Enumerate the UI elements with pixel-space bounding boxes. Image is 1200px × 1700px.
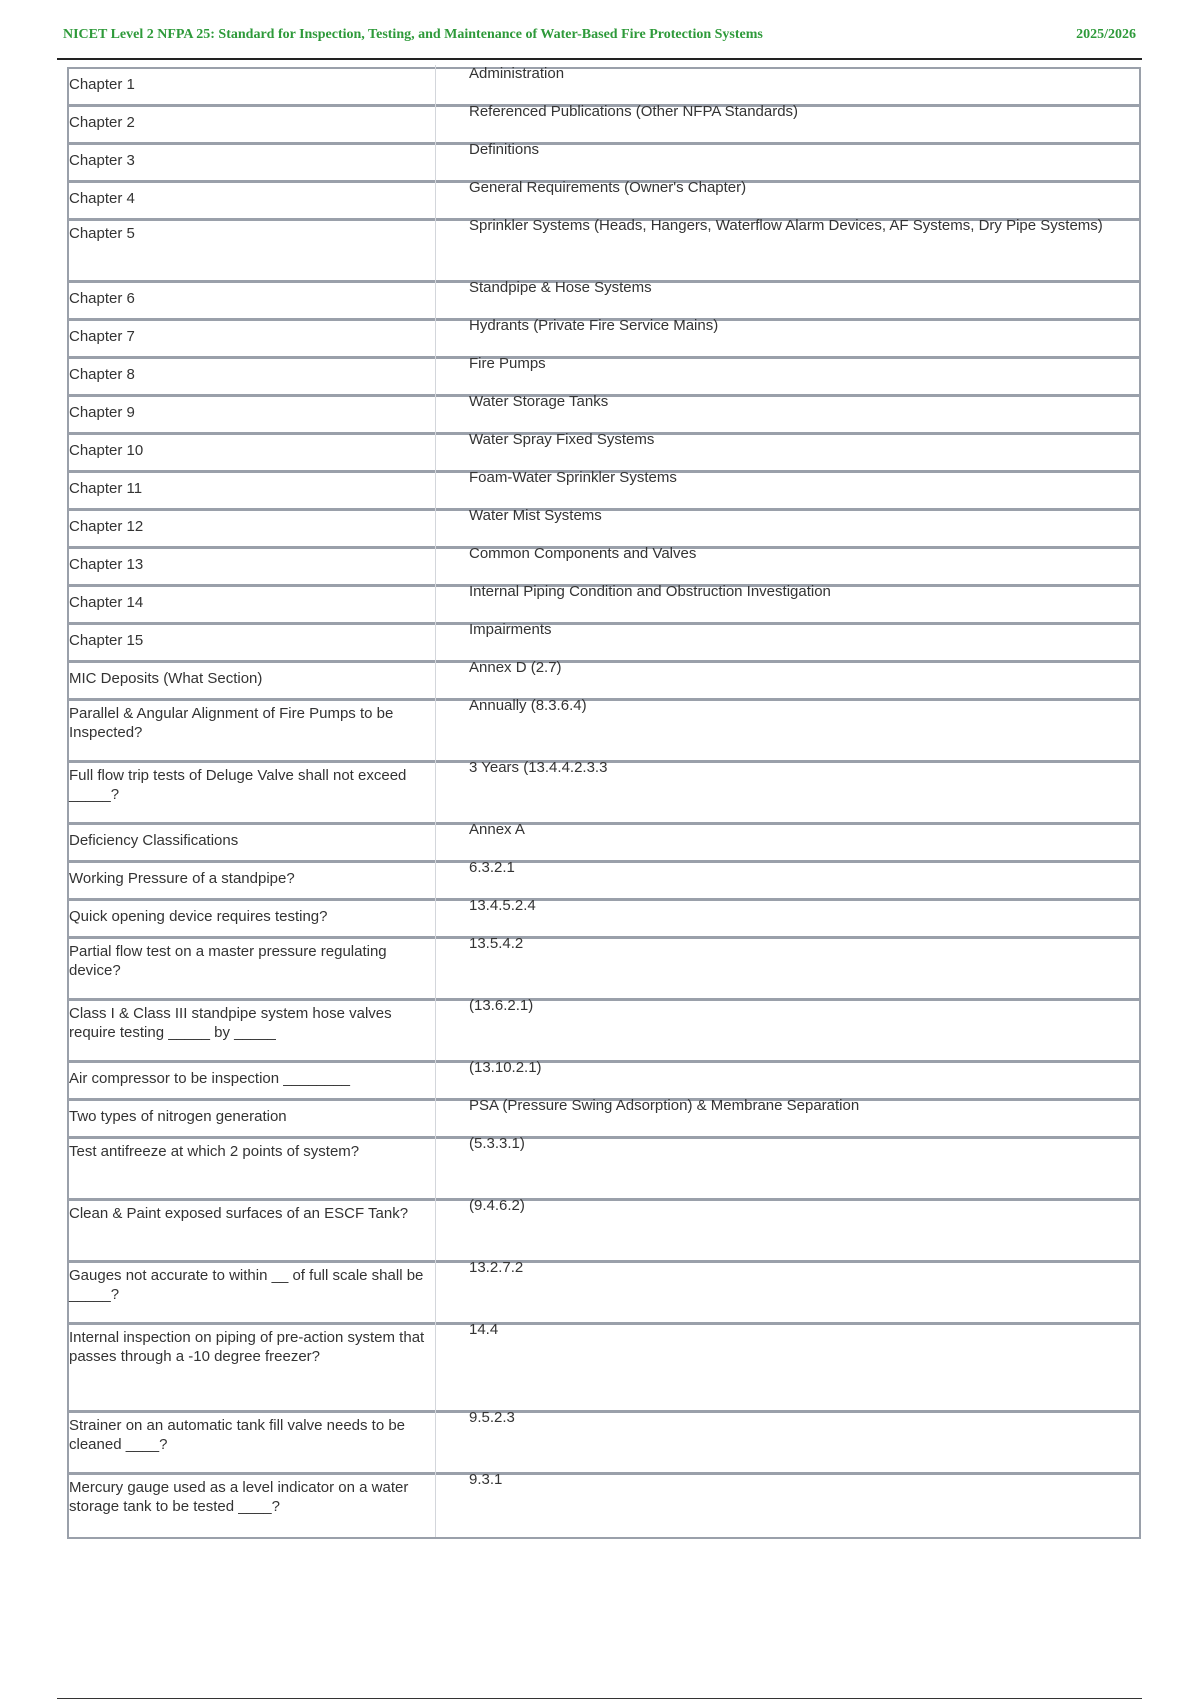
table-row bbox=[69, 897, 1139, 939]
question-cell: Parallel & Angular Alignment of Fire Pumps to be Inspected? bbox=[69, 705, 394, 741]
answer-cell: 3 Years (13.4.4.2.3.3 bbox=[435, 759, 1139, 822]
answer-cell: (13.6.2.1) bbox=[435, 997, 1139, 1060]
question-cell: Chapter 12 bbox=[69, 518, 144, 535]
question-cell: Internal inspection on piping of pre-action system that passes through a -10 degree freezer? bbox=[69, 1329, 425, 1365]
table-row bbox=[69, 1059, 1139, 1101]
question-cell: Working Pressure of a standpipe? bbox=[69, 870, 295, 887]
table-row bbox=[69, 997, 1139, 1063]
question-cell: Chapter 8 bbox=[69, 366, 135, 383]
question-cell: Clean & Paint exposed surfaces of an ESCF Tank? bbox=[69, 1205, 409, 1222]
page-header bbox=[57, 25, 1142, 60]
question-cell: Chapter 13 bbox=[69, 556, 144, 573]
table-row bbox=[69, 279, 1139, 321]
question-cell: MIC Deposits (What Section) bbox=[69, 670, 263, 687]
question-cell: Chapter 6 bbox=[69, 290, 135, 307]
table-row bbox=[69, 1197, 1139, 1263]
answer-cell: Definitions bbox=[435, 141, 1139, 180]
question-cell: Air compressor to be inspection ________ bbox=[69, 1070, 351, 1087]
question-cell: Chapter 5 bbox=[69, 225, 135, 242]
answer-cell: 13.5.4.2 bbox=[435, 935, 1139, 998]
answer-cell: Hydrants (Private Fire Service Mains) bbox=[435, 317, 1139, 356]
table-row bbox=[69, 1471, 1139, 1537]
table-row bbox=[69, 1259, 1139, 1325]
answer-cell: Water Storage Tanks bbox=[435, 393, 1139, 432]
answer-cell: Administration bbox=[435, 65, 1139, 104]
answer-cell: Common Components and Valves bbox=[435, 545, 1139, 584]
table-row bbox=[69, 393, 1139, 435]
question-cell: Chapter 11 bbox=[69, 480, 143, 497]
answer-cell: Sprinkler Systems (Heads, Hangers, Waterflow Alarm Devices, AF Systems, Dry Pipe Systems) bbox=[435, 217, 1139, 280]
answer-cell: Impairments bbox=[435, 621, 1139, 660]
answer-cell: Referenced Publications (Other NFPA Standards) bbox=[435, 103, 1139, 142]
answer-cell: 13.2.7.2 bbox=[435, 1259, 1139, 1322]
table-row bbox=[69, 1409, 1139, 1475]
answer-cell: General Requirements (Owner's Chapter) bbox=[435, 179, 1139, 218]
question-cell: Chapter 10 bbox=[69, 442, 144, 459]
answer-cell: Annex A bbox=[435, 821, 1139, 860]
footer-rule bbox=[57, 1698, 1142, 1699]
question-cell: Partial flow test on a master pressure regulating device? bbox=[69, 943, 387, 979]
question-cell: Test antifreeze at which 2 points of system? bbox=[69, 1143, 360, 1160]
question-cell: Chapter 9 bbox=[69, 404, 135, 421]
answer-cell: Foam-Water Sprinkler Systems bbox=[435, 469, 1139, 508]
answer-cell: 9.3.1 bbox=[435, 1471, 1139, 1537]
question-cell: Chapter 7 bbox=[69, 328, 135, 345]
table-row bbox=[69, 507, 1139, 549]
table-row bbox=[69, 935, 1139, 1001]
table-row bbox=[69, 659, 1139, 701]
table-row bbox=[69, 103, 1139, 145]
table-row bbox=[69, 317, 1139, 359]
question-cell: Chapter 15 bbox=[69, 632, 144, 649]
question-cell: Chapter 2 bbox=[69, 114, 135, 131]
table-row bbox=[69, 1097, 1139, 1139]
question-cell: Gauges not accurate to within __ of full scale shall be _____? bbox=[69, 1267, 424, 1303]
table-row bbox=[69, 431, 1139, 473]
table-row bbox=[69, 821, 1139, 863]
table-row bbox=[69, 583, 1139, 625]
answer-cell: Fire Pumps bbox=[435, 355, 1139, 394]
question-cell: Class I & Class III standpipe system hose valves require testing _____ by _____ bbox=[69, 1005, 392, 1041]
answer-cell: (5.3.3.1) bbox=[435, 1135, 1139, 1198]
answer-cell: 6.3.2.1 bbox=[435, 859, 1139, 898]
question-cell: Deficiency Classifications bbox=[69, 832, 239, 849]
table-row bbox=[69, 697, 1139, 763]
table-row bbox=[69, 217, 1139, 283]
question-cell: Full flow trip tests of Deluge Valve shall not exceed _____? bbox=[69, 767, 407, 803]
answer-cell: Annex D (2.7) bbox=[435, 659, 1139, 698]
question-cell: Chapter 14 bbox=[69, 594, 144, 611]
table-row bbox=[69, 469, 1139, 511]
answer-cell: 13.4.5.2.4 bbox=[435, 897, 1139, 936]
question-cell: Strainer on an automatic tank fill valve needs to be cleaned ____? bbox=[69, 1417, 406, 1453]
table-row bbox=[69, 1135, 1139, 1201]
question-cell: Quick opening device requires testing? bbox=[69, 908, 328, 925]
table-row bbox=[69, 545, 1139, 587]
answer-cell: (9.4.6.2) bbox=[435, 1197, 1139, 1260]
answer-cell: Water Mist Systems bbox=[435, 507, 1139, 546]
qa-table bbox=[67, 67, 1141, 1539]
table-row bbox=[69, 179, 1139, 221]
question-cell: Chapter 4 bbox=[69, 190, 135, 207]
table-row bbox=[69, 1321, 1139, 1413]
answer-cell: PSA (Pressure Swing Adsorption) & Membrane Separation bbox=[435, 1097, 1139, 1136]
question-cell: Chapter 1 bbox=[69, 76, 135, 93]
answer-cell: Annually (8.3.6.4) bbox=[435, 697, 1139, 760]
question-cell: Chapter 3 bbox=[69, 152, 135, 169]
table-row bbox=[69, 859, 1139, 901]
answer-cell: 14.4 bbox=[435, 1321, 1139, 1410]
table-row bbox=[69, 355, 1139, 397]
table-row bbox=[69, 759, 1139, 825]
table-row bbox=[69, 621, 1139, 663]
document-title: NICET Level 2 NFPA 25: Standard for Inspection, Testing, and Maintenance of Water-Based Fire Protection Systems bbox=[63, 27, 763, 42]
answer-cell: Standpipe & Hose Systems bbox=[435, 279, 1139, 318]
answer-cell: (13.10.2.1) bbox=[435, 1059, 1139, 1098]
document-year: 2025/2026 bbox=[1076, 27, 1136, 42]
answer-cell: Internal Piping Condition and Obstruction Investigation bbox=[435, 583, 1139, 622]
question-cell: Mercury gauge used as a level indicator on a water storage tank to be tested ____? bbox=[69, 1479, 409, 1515]
answer-cell: 9.5.2.3 bbox=[435, 1409, 1139, 1472]
question-cell: Two types of nitrogen generation bbox=[69, 1108, 287, 1125]
table-row bbox=[69, 141, 1139, 183]
table-row bbox=[69, 65, 1139, 107]
answer-cell: Water Spray Fixed Systems bbox=[435, 431, 1139, 470]
